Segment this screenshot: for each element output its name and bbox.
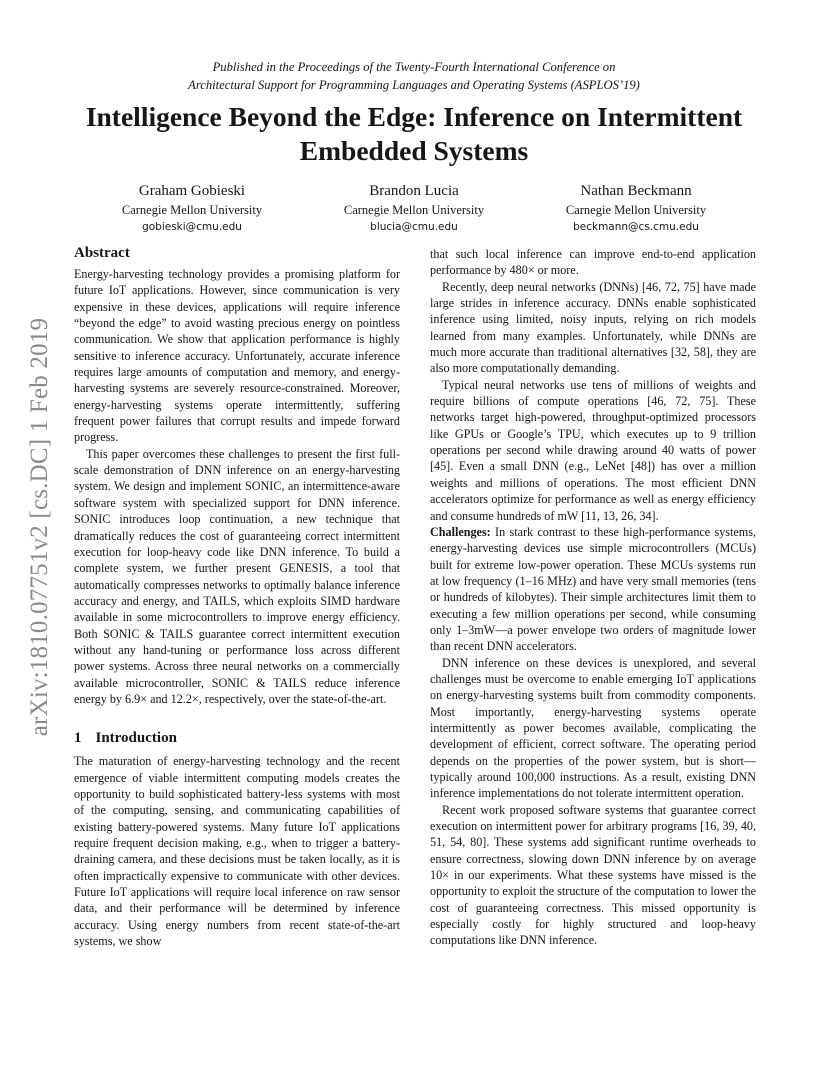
section-title: Introduction: [95, 730, 177, 747]
intro-paragraph-prior-work: Recent work proposed software systems that guarantee correct execution on intermittent power for arbitrary programs [16, 39, 40, 51, 54, 80]. These systems add significant runtime overheads to ensure correctness, slowing down DNN inference by on average 10× in our experiments. What these systems have missed is the opportunity to exploit the structure of the computation to lower the cost of guaranteeing correctness. This missed opportunity is especially costly for highly structured and loop-heavy computations like DNN inference.: [430, 802, 756, 948]
arxiv-stamp: [20, 292, 60, 762]
arxiv-id: arXiv:1810.07751v2 [cs.DC] 1 Feb 2019: [26, 317, 54, 737]
challenges-text: In stark contrast to these high-performance systems, energy-harvesting devices use simple microcontrollers (MCUs) built for extreme low-power operation. These MCUs systems run at low frequency (1–16 MHz) and have very small memories (tens or hundreds of kilobytes). Their simple architectures limit them to executing a few million operations per second, while consuming only 1–3mW—a power envelope two orders of magnitude lower than recent DNN accelerators.: [430, 524, 756, 654]
venue-line-2: Architectural Support for Programming Languages and Operating Systems (ASPLOS’19): [188, 78, 640, 92]
abstract-heading: Abstract: [74, 245, 130, 261]
author-3: [521, 182, 751, 234]
challenges-run-in: Challenges:: [430, 524, 491, 539]
author-affiliation: Carnegie Mellon University: [343, 203, 485, 217]
intro-paragraph-networks: Typical neural networks use tens of millions of weights and require billions of compute operations [46, 72, 75]. These networks target high-powered, throughput-optimized processors like GPUs or Google’s TPU, which executes up to 9 trillion operations per second while drawing around 40 watts of power [45]. Even a small DNN (e.g., LeNet [48]) has over a million weights and millions of operations. The most efficient DNN accelerators optimize for performance as well as energy efficiency and consume hundreds of mW [11, 13, 26, 34].: [430, 377, 756, 523]
paper-title: Intelligence Beyond the Edge: Inference on Intermittent Embedded Systems: [85, 101, 743, 166]
left-column: [74, 244, 400, 949]
intro-paragraph-dnn: Recently, deep neural networks (DNNs) [46, 72, 75] have made large strides in inference accuracy. DNNs enable sophisticated inference using limited, noisy inputs, relying on rich models learned from many examples. Unfortunately, while DNNs are much more accurate than traditional alternatives [32, 58], they are also more computationally demanding.: [430, 279, 756, 376]
author-name: Graham Gobieski: [138, 183, 246, 199]
venue-note: [0, 58, 828, 94]
author-email: blucia@cmu.edu: [370, 221, 458, 233]
author-name: Nathan Beckmann: [580, 183, 692, 199]
author-email: gobieski@cmu.edu: [142, 221, 242, 233]
challenges-paragraph: [430, 524, 756, 655]
author-2: [299, 182, 529, 234]
author-affiliation: Carnegie Mellon University: [121, 203, 263, 217]
intro-paragraph-1: The maturation of energy-harvesting technology and the recent emergence of viable intermittent computing models creates the opportunity to build sophisticated battery-less systems with most of the computing, sensing, and communicating capabilities of existing battery-powered systems. Many future IoT applications require frequent decision making, e.g., when to trigger a battery-draining camera, and these decisions must be taken locally, as it is often impractically expensive to communicate with other devices. Future IoT applications will require local inference on raw sensor data, and their performance will be determined by inference accuracy. Using energy numbers from recent state-of-the-art systems, we show: [74, 754, 400, 949]
abstract-paragraph-2: This paper overcomes these challenges to present the first full-scale demonstration of DNN inference on an energy-harvesting system. We design and implement SONIC, an intermittence-aware software system with specialized support for DNN inference. SONIC introduces loop continuation, a new technique that dramatically reduces the cost of guaranteeing correct intermittent execution for loop-heavy code like DNN inference. To build a complete system, we further present GENESIS, a tool that automatically compresses networks to optimally balance inference accuracy and energy, and TAILS, which exploits SIMD hardware available in some microcontrollers to improve energy efficiency. Both SONIC & TAILS guarantee correct intermittent execution without any hand-tuning or performance loss across different power systems. Across three neural networks on a commercially available microcontroller, SONIC & TAILS reduce inference energy by 6.9× and 12.2×, respectively, over the state-of-the-art.: [74, 446, 400, 706]
section-number: 1: [74, 730, 82, 747]
author-affiliation: Carnegie Mellon University: [565, 203, 707, 217]
venue-line-1: Published in the Proceedings of the Twenty-Fourth International Conference on: [212, 60, 616, 74]
author-email: beckmann@cs.cmu.edu: [573, 221, 699, 233]
right-column: [430, 246, 756, 949]
section-heading-introduction: [74, 729, 400, 747]
author-1: [77, 182, 307, 234]
author-name: Brandon Lucia: [369, 183, 459, 199]
intro-paragraph-continued: that such local inference can improve end-to-end application performance by 480× or more.: [430, 247, 756, 278]
abstract-paragraph-1: Energy-harvesting technology provides a promising platform for future IoT applications. However, since communication is very expensive in these devices, applications will require inference “beyond the edge” to avoid wasting precious energy on pointless communication. We show that application performance is highly sensitive to inference accuracy. Unfortunately, accurate inference requires large amounts of computation and memory, and energy-harvesting systems are severely resource-constrained. Moreover, energy-harvesting systems operate intermittently, suffering frequent power failures that corrupt results and impede forward progress.: [74, 267, 400, 445]
intro-paragraph-intermittent: DNN inference on these devices is unexplored, and several challenges must be overcome to enable emerging IoT applications on energy-harvesting systems built from commodity components. Most importantly, energy-harvesting systems operate intermittently as power becomes available, complicating the development of efficient, correct software. The operating period depends on the properties of the power system, but is short—typically around 100,000 instructions. As a result, existing DNN inference implementations do not tolerate intermittent operation.: [430, 655, 756, 801]
